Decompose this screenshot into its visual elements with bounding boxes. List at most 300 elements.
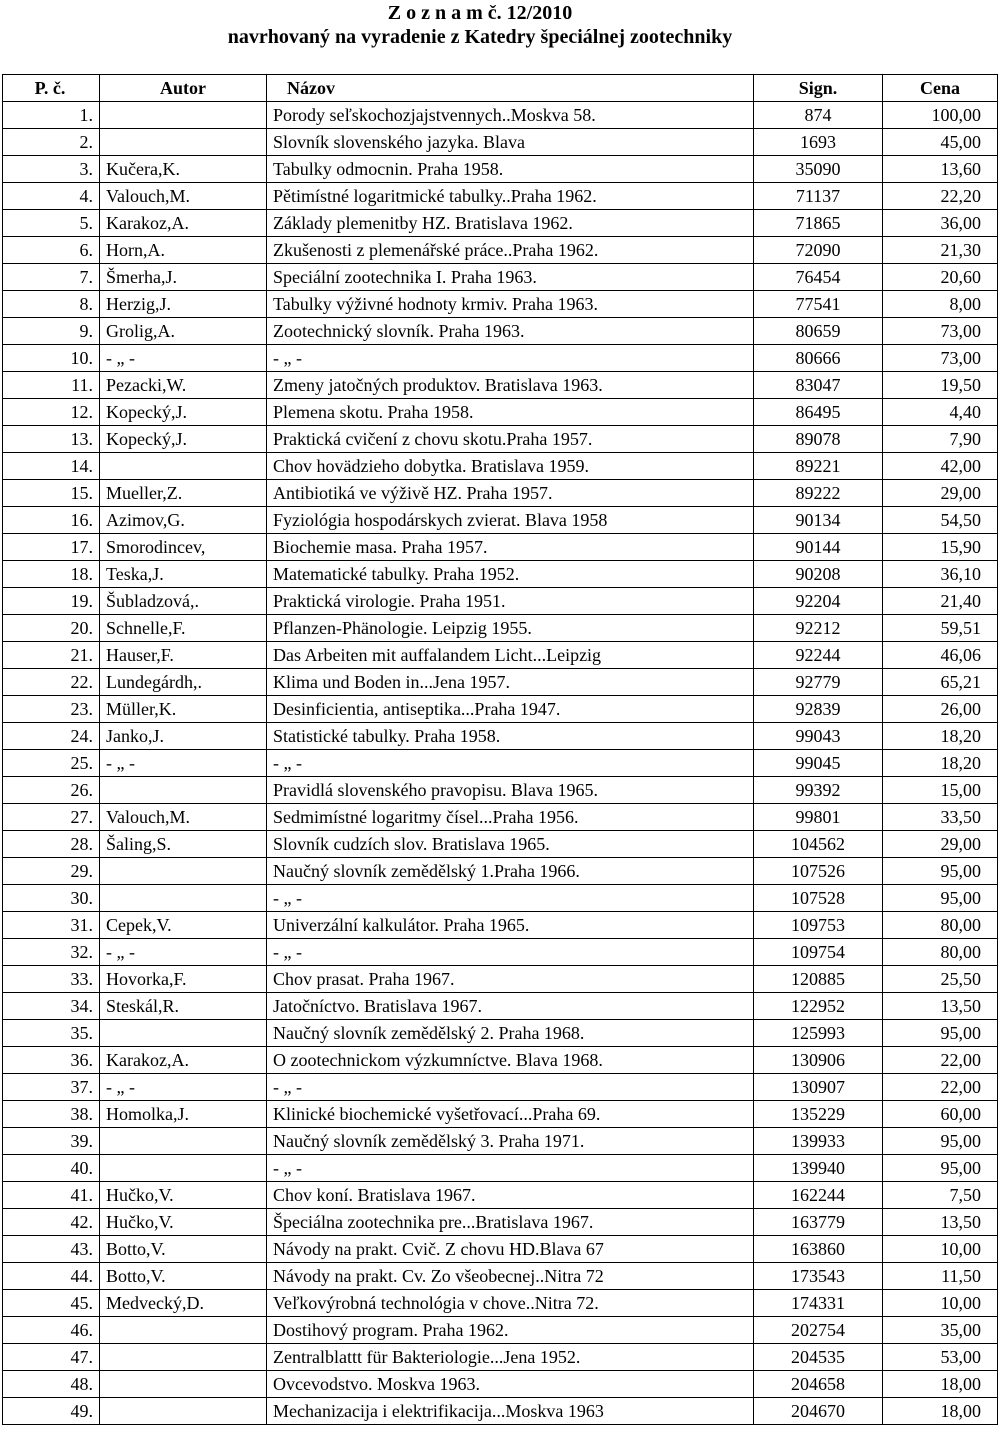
cell-number: 33.	[3, 966, 100, 993]
cell-author: Botto,V.	[100, 1263, 267, 1290]
cell-number: 11.	[3, 372, 100, 399]
cell-author	[100, 777, 267, 804]
cell-author: Mueller,Z.	[100, 480, 267, 507]
cell-author: Hučko,V.	[100, 1182, 267, 1209]
cell-author: Hovorka,F.	[100, 966, 267, 993]
cell-number: 39.	[3, 1128, 100, 1155]
table-row	[3, 723, 998, 750]
cell-number: 28.	[3, 831, 100, 858]
cell-number: 46.	[3, 1317, 100, 1344]
cell-signature: 99392	[754, 777, 883, 804]
cell-price: 22,20	[883, 183, 998, 210]
cell-number: 8.	[3, 291, 100, 318]
cell-author	[100, 453, 267, 480]
inventory-table	[2, 74, 998, 1425]
cell-price: 22,00	[883, 1047, 998, 1074]
column-header-signature: Sign.	[754, 75, 883, 102]
table-row	[3, 534, 998, 561]
cell-title: Pětimístné logaritmické tabulky..Praha 1962.	[267, 183, 754, 210]
cell-price: 45,00	[883, 129, 998, 156]
cell-author: Botto,V.	[100, 1236, 267, 1263]
cell-author: Hučko,V.	[100, 1209, 267, 1236]
table-row	[3, 426, 998, 453]
cell-signature: 107526	[754, 858, 883, 885]
cell-title: Statistické tabulky. Praha 1958.	[267, 723, 754, 750]
cell-price: 59,51	[883, 615, 998, 642]
cell-signature: 86495	[754, 399, 883, 426]
cell-price: 53,00	[883, 1344, 998, 1371]
cell-author: Šubladzová,.	[100, 588, 267, 615]
cell-price: 13,60	[883, 156, 998, 183]
cell-author: Lundegárdh,.	[100, 669, 267, 696]
table-row	[3, 1155, 998, 1182]
cell-author	[100, 1020, 267, 1047]
cell-signature: 130907	[754, 1074, 883, 1101]
cell-author: - „ -	[100, 939, 267, 966]
table-row	[3, 1371, 998, 1398]
table-row	[3, 1290, 998, 1317]
table-row	[3, 939, 998, 966]
cell-price: 11,50	[883, 1263, 998, 1290]
cell-author: - „ -	[100, 345, 267, 372]
cell-number: 43.	[3, 1236, 100, 1263]
cell-price: 20,60	[883, 264, 998, 291]
cell-price: 100,00	[883, 102, 998, 129]
cell-number: 47.	[3, 1344, 100, 1371]
cell-signature: 163860	[754, 1236, 883, 1263]
table-row	[3, 1047, 998, 1074]
cell-number: 27.	[3, 804, 100, 831]
cell-title: Antibiotiká ve výživě HZ. Praha 1957.	[267, 480, 754, 507]
cell-number: 12.	[3, 399, 100, 426]
cell-author: Schnelle,F.	[100, 615, 267, 642]
table-row	[3, 642, 998, 669]
cell-title: Zootechnický slovník. Praha 1963.	[267, 318, 754, 345]
cell-price: 80,00	[883, 912, 998, 939]
cell-number: 3.	[3, 156, 100, 183]
cell-number: 22.	[3, 669, 100, 696]
table-row	[3, 561, 998, 588]
cell-price: 18,00	[883, 1398, 998, 1425]
cell-author	[100, 885, 267, 912]
cell-number: 45.	[3, 1290, 100, 1317]
table-row	[3, 264, 998, 291]
cell-title: Návody na prakt. Cvič. Z chovu HD.Blava 67	[267, 1236, 754, 1263]
table-row	[3, 696, 998, 723]
cell-author	[100, 102, 267, 129]
cell-title: Veľkovýrobná technológia v chove..Nitra 72.	[267, 1290, 754, 1317]
cell-author	[100, 129, 267, 156]
cell-price: 4,40	[883, 399, 998, 426]
table-row	[3, 750, 998, 777]
cell-signature: 1693	[754, 129, 883, 156]
cell-number: 7.	[3, 264, 100, 291]
cell-signature: 90208	[754, 561, 883, 588]
cell-price: 60,00	[883, 1101, 998, 1128]
cell-title: Naučný slovník zemědělský 3. Praha 1971.	[267, 1128, 754, 1155]
cell-number: 34.	[3, 993, 100, 1020]
cell-number: 25.	[3, 750, 100, 777]
column-header-author: Autor	[100, 75, 267, 102]
cell-title: Praktická virologie. Praha 1951.	[267, 588, 754, 615]
cell-title: Das Arbeiten mit auffalandem Licht...Leipzig	[267, 642, 754, 669]
cell-price: 8,00	[883, 291, 998, 318]
cell-title: - „ -	[267, 345, 754, 372]
cell-number: 37.	[3, 1074, 100, 1101]
cell-signature: 71137	[754, 183, 883, 210]
cell-author: Šaling,S.	[100, 831, 267, 858]
cell-title: Pravidlá slovenského pravopisu. Blava 1965.	[267, 777, 754, 804]
cell-price: 73,00	[883, 345, 998, 372]
cell-title: Naučný slovník zemědělský 2. Praha 1968.	[267, 1020, 754, 1047]
cell-number: 9.	[3, 318, 100, 345]
cell-signature: 109753	[754, 912, 883, 939]
cell-price: 36,10	[883, 561, 998, 588]
cell-title: Zmeny jatočných produktov. Bratislava 1963.	[267, 372, 754, 399]
cell-title: Ovcevodstvo. Moskva 1963.	[267, 1371, 754, 1398]
table-row	[3, 1317, 998, 1344]
cell-price: 29,00	[883, 480, 998, 507]
cell-author	[100, 1155, 267, 1182]
cell-price: 95,00	[883, 1128, 998, 1155]
column-header-number: P. č.	[3, 75, 100, 102]
cell-title: - „ -	[267, 939, 754, 966]
cell-signature: 35090	[754, 156, 883, 183]
cell-title: Praktická cvičení z chovu skotu.Praha 1957.	[267, 426, 754, 453]
table-row	[3, 183, 998, 210]
table-row	[3, 318, 998, 345]
cell-number: 21.	[3, 642, 100, 669]
cell-number: 44.	[3, 1263, 100, 1290]
cell-number: 6.	[3, 237, 100, 264]
cell-signature: 83047	[754, 372, 883, 399]
cell-author: Azimov,G.	[100, 507, 267, 534]
cell-signature: 89222	[754, 480, 883, 507]
table-row	[3, 102, 998, 129]
cell-signature: 125993	[754, 1020, 883, 1047]
cell-author: Karakoz,A.	[100, 1047, 267, 1074]
cell-title: Tabulky výživné hodnoty krmiv. Praha 1963.	[267, 291, 754, 318]
cell-signature: 163779	[754, 1209, 883, 1236]
cell-price: 13,50	[883, 1209, 998, 1236]
cell-title: Chov koní. Bratislava 1967.	[267, 1182, 754, 1209]
cell-title: Slovník slovenského jazyka. Blava	[267, 129, 754, 156]
table-row	[3, 858, 998, 885]
cell-author: Homolka,J.	[100, 1101, 267, 1128]
cell-signature: 104562	[754, 831, 883, 858]
cell-price: 15,00	[883, 777, 998, 804]
cell-title: - „ -	[267, 885, 754, 912]
cell-price: 36,00	[883, 210, 998, 237]
cell-price: 73,00	[883, 318, 998, 345]
table-row	[3, 507, 998, 534]
cell-author: Kučera,K.	[100, 156, 267, 183]
cell-number: 19.	[3, 588, 100, 615]
cell-number: 36.	[3, 1047, 100, 1074]
cell-title: Návody na prakt. Cv. Zo všeobecnej..Nitra 72	[267, 1263, 754, 1290]
cell-title: Univerzální kalkulátor. Praha 1965.	[267, 912, 754, 939]
cell-author: Müller,K.	[100, 696, 267, 723]
cell-price: 21,30	[883, 237, 998, 264]
cell-title: Klima und Boden in...Jena 1957.	[267, 669, 754, 696]
cell-title: - „ -	[267, 1155, 754, 1182]
cell-signature: 874	[754, 102, 883, 129]
cell-author: Steskál,R.	[100, 993, 267, 1020]
cell-price: 18,00	[883, 1371, 998, 1398]
table-row	[3, 1263, 998, 1290]
cell-price: 18,20	[883, 750, 998, 777]
cell-author: - „ -	[100, 750, 267, 777]
cell-title: Chov prasat. Praha 1967.	[267, 966, 754, 993]
cell-price: 15,90	[883, 534, 998, 561]
cell-price: 46,06	[883, 642, 998, 669]
cell-number: 2.	[3, 129, 100, 156]
table-row	[3, 1344, 998, 1371]
cell-number: 41.	[3, 1182, 100, 1209]
table-row	[3, 399, 998, 426]
cell-number: 26.	[3, 777, 100, 804]
table-header-row	[3, 75, 998, 102]
table-row	[3, 1074, 998, 1101]
cell-price: 95,00	[883, 1020, 998, 1047]
cell-title: Pflanzen-Phänologie. Leipzig 1955.	[267, 615, 754, 642]
cell-author: Pezacki,W.	[100, 372, 267, 399]
cell-number: 18.	[3, 561, 100, 588]
table-row	[3, 669, 998, 696]
cell-author: Šmerha,J.	[100, 264, 267, 291]
table-row	[3, 1182, 998, 1209]
cell-title: Porody seľskochozjajstvennych..Moskva 58.	[267, 102, 754, 129]
cell-title: Matematické tabulky. Praha 1952.	[267, 561, 754, 588]
cell-price: 7,50	[883, 1182, 998, 1209]
cell-author	[100, 1344, 267, 1371]
cell-title: Sedmimístné logaritmy čísel...Praha 1956.	[267, 804, 754, 831]
cell-signature: 77541	[754, 291, 883, 318]
table-row	[3, 210, 998, 237]
cell-title: Jatočníctvo. Bratislava 1967.	[267, 993, 754, 1020]
cell-signature: 92212	[754, 615, 883, 642]
cell-title: - „ -	[267, 750, 754, 777]
cell-signature: 174331	[754, 1290, 883, 1317]
cell-price: 18,20	[883, 723, 998, 750]
table-row	[3, 1398, 998, 1425]
table-row	[3, 480, 998, 507]
cell-title: Zkušenosti z plemenářské práce..Praha 1962.	[267, 237, 754, 264]
cell-author: Horn,A.	[100, 237, 267, 264]
table-row	[3, 615, 998, 642]
cell-number: 35.	[3, 1020, 100, 1047]
table-row	[3, 912, 998, 939]
table-row	[3, 777, 998, 804]
cell-title: Naučný slovník zemědělský 1.Praha 1966.	[267, 858, 754, 885]
cell-title: O zootechnickom výzkumníctve. Blava 1968.	[267, 1047, 754, 1074]
cell-signature: 202754	[754, 1317, 883, 1344]
table-row	[3, 1128, 998, 1155]
cell-author: Janko,J.	[100, 723, 267, 750]
cell-price: 80,00	[883, 939, 998, 966]
cell-signature: 72090	[754, 237, 883, 264]
cell-number: 40.	[3, 1155, 100, 1182]
cell-title: Klinické biochemické vyšetřovací...Praha 69.	[267, 1101, 754, 1128]
document-title: Z o z n a m č. 12/2010	[387, 2, 573, 24]
table-row	[3, 345, 998, 372]
cell-author	[100, 1128, 267, 1155]
cell-signature: 89078	[754, 426, 883, 453]
cell-signature: 99801	[754, 804, 883, 831]
cell-price: 54,50	[883, 507, 998, 534]
cell-number: 23.	[3, 696, 100, 723]
table-row	[3, 1236, 998, 1263]
table-row	[3, 804, 998, 831]
cell-price: 22,00	[883, 1074, 998, 1101]
cell-signature: 80659	[754, 318, 883, 345]
cell-signature: 139940	[754, 1155, 883, 1182]
cell-title: Speciální zootechnika I. Praha 1963.	[267, 264, 754, 291]
cell-price: 29,00	[883, 831, 998, 858]
cell-price: 7,90	[883, 426, 998, 453]
cell-signature: 92779	[754, 669, 883, 696]
cell-signature: 90144	[754, 534, 883, 561]
cell-number: 29.	[3, 858, 100, 885]
cell-title: Špeciálna zootechnika pre...Bratislava 1967.	[267, 1209, 754, 1236]
cell-signature: 80666	[754, 345, 883, 372]
cell-price: 10,00	[883, 1290, 998, 1317]
cell-number: 14.	[3, 453, 100, 480]
cell-title: Fyziológia hospodárskych zvierat. Blava 1958	[267, 507, 754, 534]
table-row	[3, 453, 998, 480]
cell-author: Grolig,A.	[100, 318, 267, 345]
cell-price: 35,00	[883, 1317, 998, 1344]
cell-price: 21,40	[883, 588, 998, 615]
cell-title: - „ -	[267, 1074, 754, 1101]
cell-title: Chov hovädzieho dobytka. Bratislava 1959.	[267, 453, 754, 480]
cell-price: 95,00	[883, 1155, 998, 1182]
table-row	[3, 129, 998, 156]
table-row	[3, 1101, 998, 1128]
cell-number: 38.	[3, 1101, 100, 1128]
cell-author: Hauser,F.	[100, 642, 267, 669]
cell-number: 13.	[3, 426, 100, 453]
cell-signature: 122952	[754, 993, 883, 1020]
cell-number: 5.	[3, 210, 100, 237]
cell-price: 65,21	[883, 669, 998, 696]
cell-title: Dostihový program. Praha 1962.	[267, 1317, 754, 1344]
cell-signature: 99043	[754, 723, 883, 750]
cell-signature: 107528	[754, 885, 883, 912]
cell-signature: 204670	[754, 1398, 883, 1425]
cell-number: 1.	[3, 102, 100, 129]
cell-price: 95,00	[883, 885, 998, 912]
cell-author: Kopecký,J.	[100, 399, 267, 426]
cell-signature: 109754	[754, 939, 883, 966]
cell-signature: 204535	[754, 1344, 883, 1371]
cell-price: 95,00	[883, 858, 998, 885]
cell-number: 42.	[3, 1209, 100, 1236]
cell-title: Desinficientia, antiseptika...Praha 1947.	[267, 696, 754, 723]
cell-title: Mechanizacija i elektrifikacija...Moskva 1963	[267, 1398, 754, 1425]
column-header-price: Cena	[883, 75, 998, 102]
table-row	[3, 237, 998, 264]
cell-signature: 92839	[754, 696, 883, 723]
cell-signature: 92244	[754, 642, 883, 669]
cell-signature: 135229	[754, 1101, 883, 1128]
cell-number: 16.	[3, 507, 100, 534]
cell-author: Cepek,V.	[100, 912, 267, 939]
cell-number: 32.	[3, 939, 100, 966]
cell-title: Tabulky odmocnin. Praha 1958.	[267, 156, 754, 183]
cell-author: Teska,J.	[100, 561, 267, 588]
cell-signature: 120885	[754, 966, 883, 993]
cell-author: Karakoz,A.	[100, 210, 267, 237]
cell-signature: 173543	[754, 1263, 883, 1290]
cell-number: 17.	[3, 534, 100, 561]
cell-author: Valouch,M.	[100, 183, 267, 210]
table-row	[3, 1020, 998, 1047]
cell-author	[100, 1398, 267, 1425]
table-row	[3, 588, 998, 615]
cell-author: Smorodincev,	[100, 534, 267, 561]
document-subtitle: navrhovaný na vyradenie z Katedry špeciálnej zootechniky	[227, 26, 733, 48]
cell-number: 20.	[3, 615, 100, 642]
cell-number: 48.	[3, 1371, 100, 1398]
cell-signature: 90134	[754, 507, 883, 534]
cell-price: 25,50	[883, 966, 998, 993]
table-row	[3, 1209, 998, 1236]
cell-author	[100, 858, 267, 885]
cell-number: 10.	[3, 345, 100, 372]
cell-author: Herzig,J.	[100, 291, 267, 318]
table-row	[3, 831, 998, 858]
cell-signature: 204658	[754, 1371, 883, 1398]
cell-number: 49.	[3, 1398, 100, 1425]
cell-title: Slovník cudzích slov. Bratislava 1965.	[267, 831, 754, 858]
cell-title: Zentralblattt für Bakteriologie...Jena 1952.	[267, 1344, 754, 1371]
cell-signature: 71865	[754, 210, 883, 237]
cell-number: 24.	[3, 723, 100, 750]
cell-number: 4.	[3, 183, 100, 210]
cell-price: 26,00	[883, 696, 998, 723]
cell-title: Biochemie masa. Praha 1957.	[267, 534, 754, 561]
cell-price: 13,50	[883, 993, 998, 1020]
cell-signature: 139933	[754, 1128, 883, 1155]
table-row	[3, 291, 998, 318]
cell-author: Kopecký,J.	[100, 426, 267, 453]
cell-number: 31.	[3, 912, 100, 939]
cell-signature: 162244	[754, 1182, 883, 1209]
cell-signature: 89221	[754, 453, 883, 480]
cell-signature: 130906	[754, 1047, 883, 1074]
cell-number: 30.	[3, 885, 100, 912]
table-body	[3, 102, 998, 1425]
cell-signature: 92204	[754, 588, 883, 615]
cell-author	[100, 1371, 267, 1398]
table-row	[3, 372, 998, 399]
cell-signature: 76454	[754, 264, 883, 291]
cell-author: Valouch,M.	[100, 804, 267, 831]
cell-author: - „ -	[100, 1074, 267, 1101]
table-row	[3, 993, 998, 1020]
cell-price: 33,50	[883, 804, 998, 831]
cell-price: 10,00	[883, 1236, 998, 1263]
cell-author	[100, 1317, 267, 1344]
table-row	[3, 966, 998, 993]
cell-price: 19,50	[883, 372, 998, 399]
cell-signature: 99045	[754, 750, 883, 777]
cell-title: Plemena skotu. Praha 1958.	[267, 399, 754, 426]
cell-price: 42,00	[883, 453, 998, 480]
cell-title: Základy plemenitby HZ. Bratislava 1962.	[267, 210, 754, 237]
cell-author: Medvecký,D.	[100, 1290, 267, 1317]
